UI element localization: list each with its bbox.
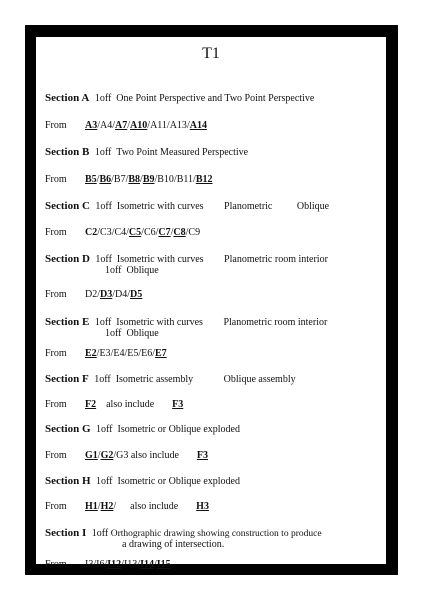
section-quantity: 1off <box>94 93 112 104</box>
from-label: From <box>45 174 67 185</box>
section-quantity: 1off <box>94 374 111 385</box>
drawing-code: F2 <box>85 399 97 410</box>
section-d-from: From D2/D3/D4/D5 <box>45 289 143 300</box>
section-quantity: 1off <box>95 201 112 212</box>
section-quantity: 1off <box>94 147 112 158</box>
section-option: Isometric with curves <box>116 254 204 265</box>
from-label: From <box>45 559 67 570</box>
section-e-second-line <box>105 328 159 340</box>
drawing-code: E2 <box>85 348 97 359</box>
from-label: From <box>45 501 67 512</box>
section-description: Isometric or Oblique exploded <box>117 424 240 435</box>
section-d-second-line <box>105 265 159 277</box>
section-option: Oblique <box>126 328 159 339</box>
drawing-code: C6 <box>143 227 156 238</box>
page-border <box>25 25 398 575</box>
drawing-code: A3 <box>85 120 98 131</box>
section-g-heading <box>45 423 380 436</box>
page-title: T1 <box>202 45 220 62</box>
section-c-heading <box>45 200 380 213</box>
also-include-label: also include <box>106 399 155 410</box>
section-name: Section B <box>45 146 90 158</box>
section-e-from: From E2/E3/E4/E5/E6/E7 <box>45 348 167 359</box>
section-quantity: 1off <box>105 328 122 339</box>
drawing-code: A11 <box>150 120 167 131</box>
drawing-code: H3 <box>196 501 209 512</box>
also-include-label: also include <box>130 450 179 461</box>
drawing-code: B12 <box>195 174 213 185</box>
section-i-from: From I3/I6/I12/I13/I14/I15 <box>45 559 171 570</box>
drawing-code: B5 <box>85 174 97 185</box>
section-b-from: From B5/B6/B7/B8/B9/B10/B11/B12 <box>45 174 213 185</box>
drawing-code: H2 <box>100 501 114 512</box>
section-e-heading <box>45 316 380 329</box>
section-quantity: 1off <box>94 317 112 328</box>
drawing-code: I14 <box>140 559 154 570</box>
section-option: Oblique <box>126 265 159 276</box>
section-option: Planometric room interior <box>223 317 328 328</box>
drawing-code: E3 <box>99 348 111 359</box>
drawing-code: B6 <box>99 174 112 185</box>
from-label: From <box>45 289 67 300</box>
drawing-code: C5 <box>128 227 142 238</box>
section-description: Two Point Measured Perspective <box>116 147 249 158</box>
section-option: Oblique <box>296 201 330 212</box>
drawing-code: C7 <box>158 227 171 238</box>
drawing-code: F3 <box>196 450 209 461</box>
section-h-heading <box>45 475 380 488</box>
from-label: From <box>45 227 67 238</box>
drawing-code: E5 <box>127 348 139 359</box>
section-description: Isometric or Oblique exploded <box>117 476 240 487</box>
drawing-code: C8 <box>173 227 186 238</box>
also-include-label: also include <box>130 501 179 512</box>
section-name: Section F <box>45 373 89 385</box>
section-quantity: 1off <box>91 528 109 539</box>
drawing-code: B8 <box>128 174 141 185</box>
drawing-code: E6 <box>141 348 153 359</box>
drawing-code: I13 <box>123 559 138 570</box>
drawing-code: C3 <box>100 227 112 238</box>
section-quantity: 1off <box>96 476 113 487</box>
document-sheet <box>36 37 386 570</box>
section-f-heading <box>45 373 380 386</box>
section-option: Oblique assembly <box>223 374 296 385</box>
drawing-code: C4 <box>114 227 127 238</box>
section-i-second-line <box>122 539 224 551</box>
section-quantity: 1off <box>95 254 112 265</box>
section-description: One Point Perspective and Two Point Perspective <box>116 93 315 104</box>
section-name: Section E <box>45 316 90 328</box>
drawing-code: D2 <box>85 289 98 300</box>
section-option: Isometric with curves <box>116 317 203 328</box>
section-description: Orthographic drawing showing construction to produce <box>110 529 322 539</box>
drawing-code: D3 <box>100 289 113 300</box>
section-name: Section H <box>45 475 91 487</box>
drawing-code: B11 <box>176 174 194 185</box>
section-c-from: From C2/C3/C4/C5/C6/C7/C8/C9 <box>45 227 201 238</box>
drawing-code: H1 <box>85 501 98 512</box>
drawing-code: D5 <box>130 289 143 300</box>
drawing-code: I15 <box>156 559 171 570</box>
drawing-code: B7 <box>113 174 126 185</box>
drawing-code: A14 <box>189 120 207 131</box>
drawing-code: I6 <box>96 559 105 570</box>
section-quantity: 1off <box>105 265 122 276</box>
from-label: From <box>45 120 67 131</box>
section-name: Section I <box>45 527 87 539</box>
drawing-code: E4 <box>113 348 125 359</box>
drawing-code: E7 <box>155 348 167 359</box>
drawing-code: C2 <box>85 227 98 238</box>
drawing-code: A10 <box>130 120 148 131</box>
drawing-code: A13 <box>169 120 187 131</box>
section-name: Section G <box>45 423 91 435</box>
section-g-from: From G1/G2/G3 also include F3 <box>45 450 209 461</box>
drawing-code: C9 <box>188 227 201 238</box>
section-quantity: 1off <box>96 424 113 435</box>
section-h-from: From H1/H2/ also include H3 <box>45 501 209 512</box>
drawing-code: G1 <box>85 450 98 461</box>
drawing-code: I12 <box>107 559 122 570</box>
section-name: Section A <box>45 92 90 104</box>
section-a-heading <box>45 92 380 105</box>
drawing-code: F3 <box>172 399 184 410</box>
section-d-heading <box>45 253 380 266</box>
drawing-code: B10 <box>157 174 174 185</box>
section-f-from <box>45 399 183 411</box>
from-label: From <box>45 450 67 461</box>
drawing-code: A7 <box>115 120 128 131</box>
from-label: From <box>45 348 67 359</box>
section-a-from: From A3/A4/A7/A10/A11/A13/A14 <box>45 120 207 131</box>
section-name: Section D <box>45 253 90 265</box>
section-name: Section C <box>45 200 90 212</box>
section-option: Planometric room interior <box>224 254 328 265</box>
section-option: Isometric assembly <box>115 374 194 385</box>
section-option: Isometric with curves <box>116 201 204 212</box>
drawing-code: I3 <box>85 559 94 570</box>
drawing-code: G3 <box>116 450 129 461</box>
drawing-code: B9 <box>142 174 155 185</box>
section-description: a drawing of intersection. <box>122 539 225 550</box>
drawing-code: G2 <box>100 450 114 461</box>
from-label: From <box>45 399 67 410</box>
section-option: Planometric <box>224 201 273 212</box>
drawing-code: A4 <box>100 120 113 131</box>
drawing-code: D4 <box>115 289 128 300</box>
section-b-heading <box>45 146 380 159</box>
